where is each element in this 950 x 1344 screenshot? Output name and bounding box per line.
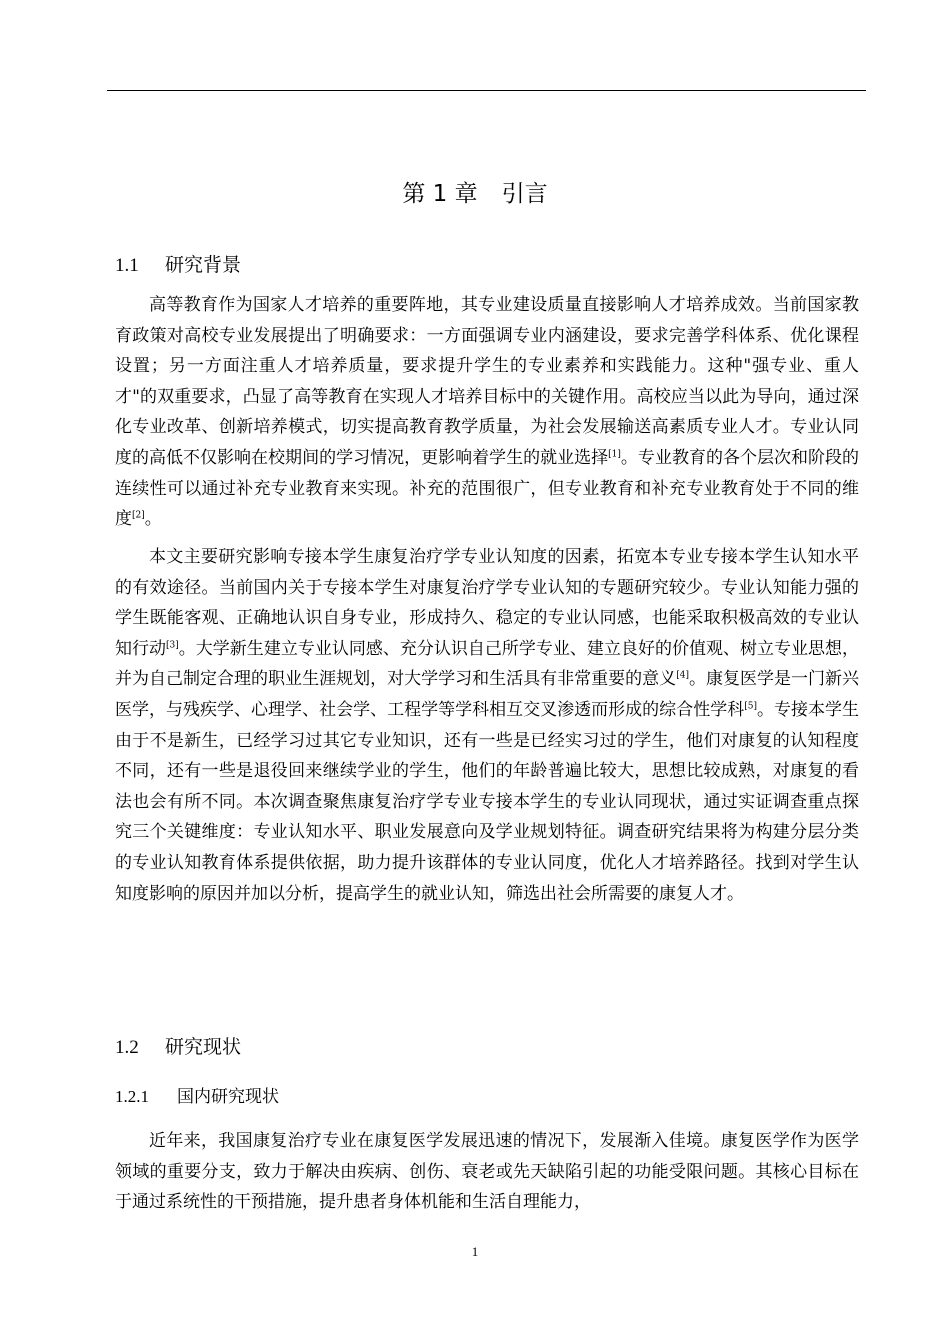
paragraph-text: 。 bbox=[144, 509, 162, 530]
paragraph-text: 。专接本学生由于不是新生，已经学习过其它专业知识，还有一些是已经实习过的学生，他们对康复的认知程度不同，还有一些是退役回来继续学业的学生，他们的年龄普遍比较大，思想比较成熟，对康复的看法也会有所不同。本次调查聚焦康复治疗学专业专接本学生的专业认同现状，通过实证调查重点探究三个关键维度：专业认知水平、职业发展意向及学业规划特征。调查研究结果将为构建分层分类的专业认知教育体系提供依据，助力提升该群体的专业认同度，优化人才培养路径。找到对学生认知度影响的原因并加以分析，提高学生的就业认知，筛选出社会所需要的康复人才。 bbox=[115, 699, 860, 904]
citation-ref: [5] bbox=[744, 701, 757, 712]
section-heading-1-2 bbox=[115, 1032, 241, 1063]
paragraph-text: 。康复医学是一门新兴医学，与残疾学、心理学、社会学、工程学等学科相互交叉渗透而形成的综合性学科 bbox=[115, 669, 860, 720]
paragraph-text: 。大学新生建立专业认同感、充分认识自己所学专业、建立良好的价值观、树立专业思想，并为自己制定合理的职业生涯规划，对大学学习和生活具有非常重要的意义 bbox=[115, 638, 860, 690]
header-rule bbox=[107, 90, 866, 91]
paragraph-domestic-research bbox=[115, 1126, 859, 1218]
section-heading-1-2-1 bbox=[115, 1082, 279, 1112]
section-title: 研究背景 bbox=[165, 254, 242, 276]
section-heading-1-1 bbox=[115, 250, 241, 281]
citation-ref: [1] bbox=[608, 449, 621, 460]
chapter-name: 引言 bbox=[501, 181, 548, 207]
section-number: 1.2 bbox=[115, 1037, 139, 1058]
page-number: 1 bbox=[471, 1244, 479, 1259]
paragraph-background-2 bbox=[115, 542, 859, 909]
section-number: 1.2.1 bbox=[115, 1087, 149, 1106]
paragraph-text: 高等教育作为国家人才培养的重要阵地，其专业建设质量直接影响人才培养成效。当前国家教育政策对高校专业发展提出了明确要求：一方面强调专业内涵建设，要求完善学科体系、优化课程设置；另一方面注重人才培养质量，要求提升学生的专业素养和实践能力。这种"强专业、重人才"的双重要求，凸显了高等教育在实现人才培养目标中的关键作用。高校应当以此为导向，通过深化专业改革、创新培养模式，切实提高教育教学质量，为社会发展输送高素质专业人才。专业认同度的高低不仅影响在校期间的学习情况，更影响着学生的就业选择 bbox=[115, 295, 859, 468]
section-title: 研究现状 bbox=[165, 1036, 242, 1058]
chapter-label: 第 1 章 bbox=[402, 181, 478, 207]
paragraph-background-1 bbox=[115, 290, 859, 535]
citation-ref: [2] bbox=[132, 510, 145, 521]
paragraph-text: 近年来，我国康复治疗专业在康复医学发展迅速的情况下，发展渐入佳境。康复医学作为医学领域的重要分支，致力于解决由疾病、创伤、衰老或先天缺陷引起的功能受限问题。其核心目标在于通过系统性的干预措施，提升患者身体机能和生活自理能力， bbox=[115, 1131, 859, 1213]
section-title: 国内研究现状 bbox=[177, 1087, 279, 1107]
citation-ref: [4] bbox=[676, 670, 689, 681]
paragraph-text: 本文主要研究影响专接本学生康复治疗学专业认知度的因素，拓宽本专业专接本学生认知水平的有效途径。当前国内关于专接本学生对康复治疗学专业认知的专题研究较少。专业认知能力强的学生既能客观、正确地认识自身专业，形成持久、稳定的专业认同感，也能采取积极高效的专业认知行动 bbox=[115, 547, 859, 659]
section-number: 1.1 bbox=[115, 255, 139, 276]
paragraph-text: 。专业教育的各个层次和阶段的连续性可以通过补充专业教育来实现。补充的范围很广，但专业教育和补充专业教育处于不同的维度 bbox=[115, 447, 860, 530]
citation-ref: [3] bbox=[166, 640, 179, 651]
chapter-title bbox=[0, 177, 950, 211]
